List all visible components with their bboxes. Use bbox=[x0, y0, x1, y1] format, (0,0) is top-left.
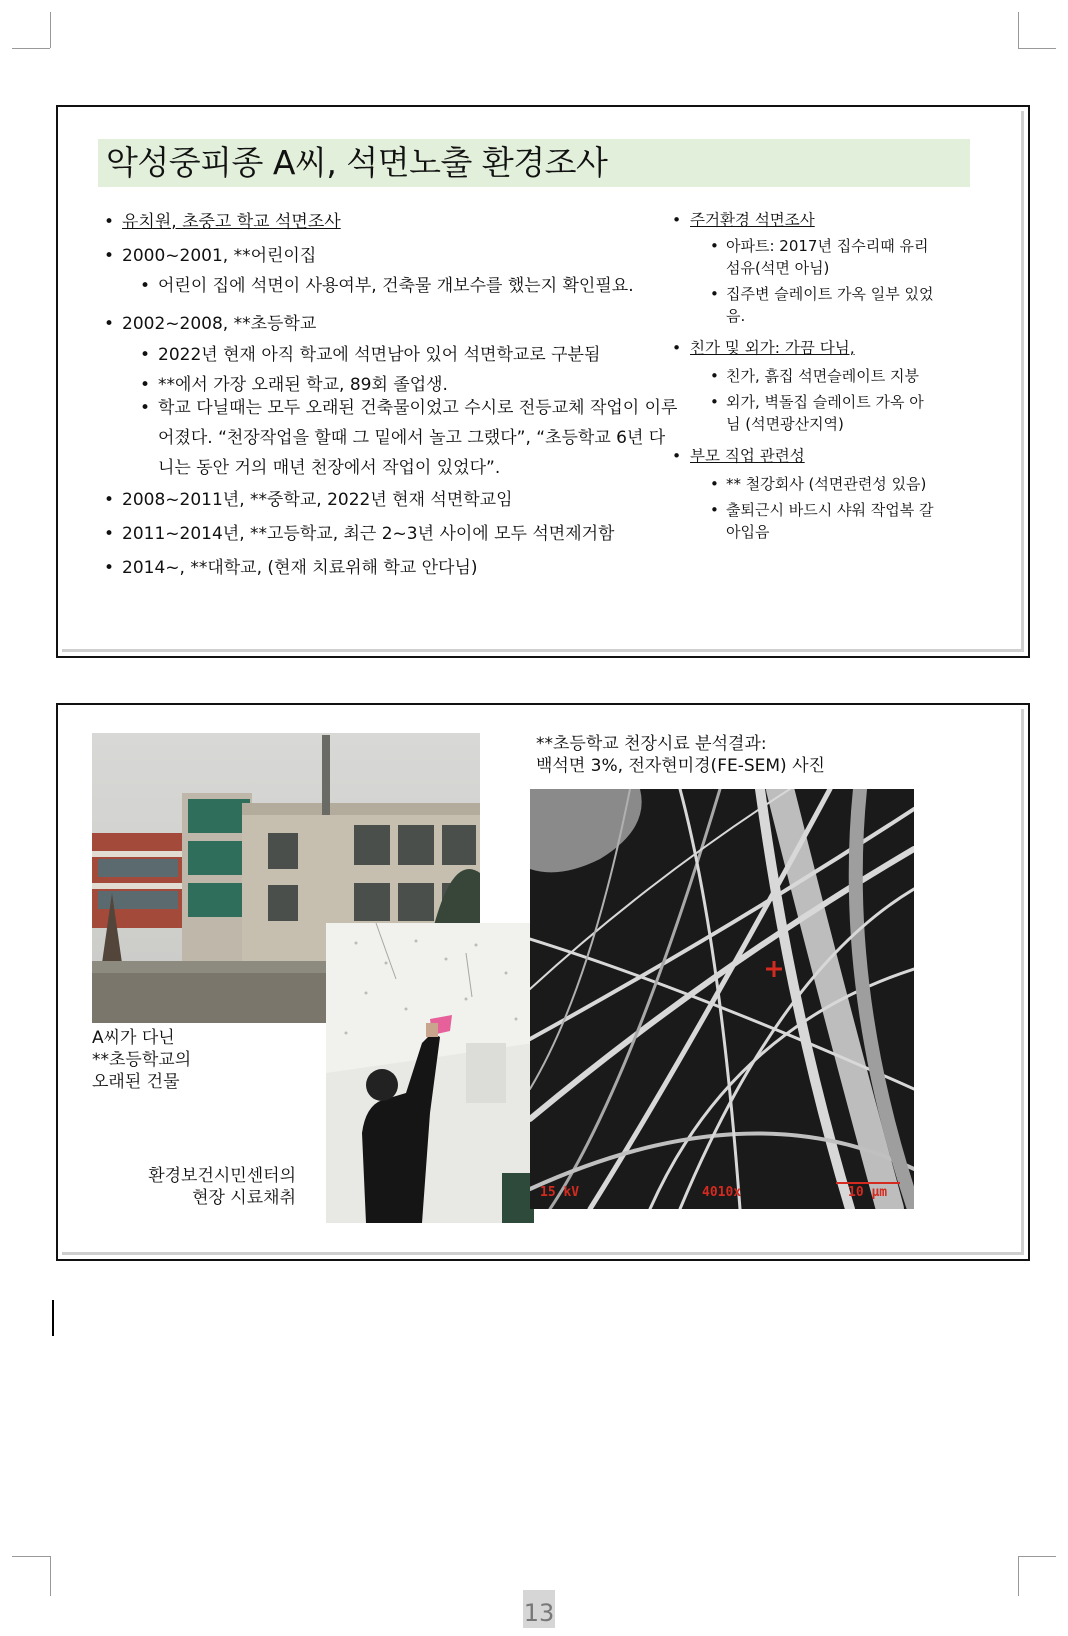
sub-bullet-paternal-home: • 친가, 흙집 석면슬레이트 지붕 bbox=[726, 365, 956, 387]
sampling-caption: 환경보건시민센터의 현장 시료채취 bbox=[148, 1166, 296, 1208]
bullet-housing-survey: • 주거환경 석면조사 bbox=[690, 209, 815, 231]
crop-mark-top-right-v bbox=[1018, 12, 1019, 48]
bullet-parent-occupation: • 부모 직업 관련성 bbox=[690, 445, 805, 467]
slide-title-bar bbox=[98, 139, 970, 187]
sem-magnification-label: 4010x bbox=[702, 1185, 742, 1200]
bullet-middle-school: • 2008~2011년, **중학교, 2022년 현재 석면학교임 bbox=[122, 489, 513, 511]
building-caption: A씨가 다닌 **초등학교의 오래된 건물 bbox=[92, 1028, 192, 1092]
page-number: 13 bbox=[523, 1590, 555, 1628]
sub-bullet-apartment: • 아파트: 2017년 집수리때 유리섬유(석면 아님) bbox=[726, 235, 936, 279]
slide-environment-survey bbox=[56, 105, 1030, 658]
sub-bullet-ceiling-work: • 학교 다닐때는 모두 오래된 건축물이었고 수시로 전등교체 작업이 이루어졌다. “천장작업을 할때 그 밑에서 놀고 그랬다”, “초등학교 6년 다니는 동안 거의 매년 천장에서 작업이 있었다”. bbox=[158, 393, 678, 483]
sem-micrograph bbox=[530, 789, 914, 1209]
sub-bullet-maternal-home: • 외가, 벽돌집 슬레이트 가옥 아님 (석면광산지역) bbox=[726, 391, 936, 435]
sub-bullet-asbestos-school: • 2022년 현재 아직 학교에 석면남아 있어 석면학교로 구분됨 bbox=[158, 344, 600, 366]
bullet-elementary: • 2002~2008, **초등학교 bbox=[122, 313, 316, 335]
crop-mark-top-left-v bbox=[50, 12, 51, 48]
sub-bullet-shower-change: • 출퇴근시 바드시 샤워 작업복 갈아입음 bbox=[726, 499, 936, 543]
bullet-high-school: • 2011~2014년, **고등학교, 최근 2~3년 사이에 모두 석면제거함 bbox=[122, 523, 614, 545]
bullet-relatives-homes: • 친가 및 외가: 가끔 다님, bbox=[690, 337, 855, 359]
crop-mark-bottom-left-v bbox=[50, 1556, 51, 1596]
bullet-university: • 2014~, **대학교, (현재 치료위해 학교 안다님) bbox=[122, 557, 478, 579]
ceiling-sampling-photo bbox=[326, 923, 534, 1223]
sem-voltage-label: 15 kV bbox=[540, 1185, 580, 1200]
crop-mark-bottom-left bbox=[12, 1556, 50, 1557]
sub-bullet-steel-company: • ** 철강회사 (석면관련성 있음) bbox=[726, 473, 966, 495]
slide-photos bbox=[56, 703, 1030, 1261]
crop-mark-top-left bbox=[12, 48, 50, 49]
sem-scale-label: 10 μm bbox=[848, 1185, 888, 1200]
ceiling-sampling-image bbox=[326, 923, 534, 1223]
crop-mark-bottom-right-v bbox=[1018, 1556, 1019, 1596]
sub-bullet-daycare-check: • 어린이 집에 석면이 사용여부, 건축물 개보수를 했는지 확인필요. bbox=[158, 275, 634, 297]
text-cursor bbox=[52, 1300, 54, 1336]
sub-bullet-oldest-school: • **에서 가장 오래된 학교, 89회 졸업생. bbox=[158, 374, 448, 396]
sem-fiber-image bbox=[530, 789, 914, 1209]
slide-title: 악성중피종 A씨, 석면노출 환경조사 bbox=[106, 143, 608, 182]
sub-bullet-slate-nearby: • 집주변 슬레이트 가옥 일부 있었음. bbox=[726, 283, 936, 327]
sem-caption: **초등학교 천장시료 분석결과: 백석면 3%, 전자현미경(FE-SEM) 사진 bbox=[536, 734, 825, 776]
crop-mark-top-right bbox=[1018, 48, 1056, 49]
bullet-kindergarten-school: • 유치원, 초중고 학교 석면조사 bbox=[122, 211, 341, 233]
crop-mark-bottom-right bbox=[1018, 1556, 1056, 1557]
bullet-daycare: • 2000~2001, **어린이집 bbox=[122, 245, 316, 267]
